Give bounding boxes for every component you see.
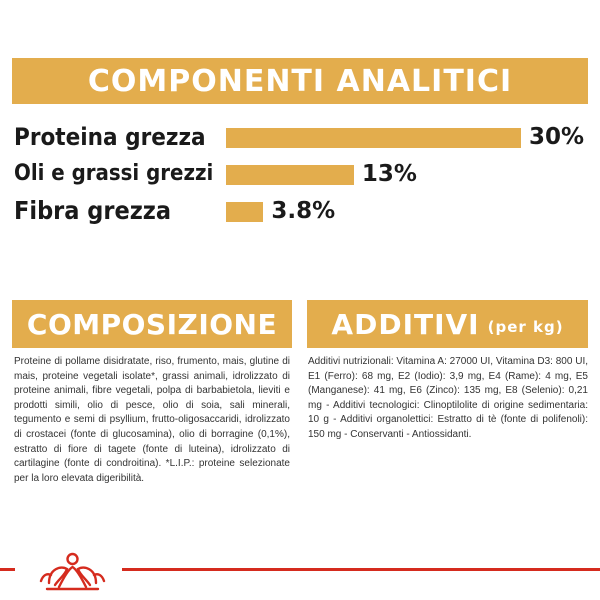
protein-bar: [226, 128, 521, 148]
additives-header: [307, 300, 588, 348]
analytic-row-fat: [14, 157, 594, 191]
analytic-row-fibre: [14, 194, 594, 228]
additives-title: ADDITIVI: [331, 307, 480, 341]
additives-text: Additivi nutrizionali: Vitamina A: 27000 UI, Vitamina D3: 800 UI, E1 (Ferro): 68 mg, E2 (Iodio): 3,9 mg, E4 (Rame): 4 mg, E5 (Manganese): 41 mg, E6 (Zinco): 135 mg, E8 (Selenio): 0,21 mg - Additivi tecnologici: Clinoptilolite di origine sedimentaria: 10 g - Additivi organolettici: Estratto di tè (fonte di polifenoli): 150 mg - Conservanti - Antiossidanti.: [308, 356, 588, 440]
additives-unit: (per kg): [487, 318, 564, 336]
composition-text: Proteine di pollame disidratate, riso, frumento, mais, glutine di mais, proteine vegetali isolate*, grassi animali, idrolizzato di proteine animali, fibre vegetali, polpa di barbabietola, lieviti e prodotti simili, olio di pesce, olio di soia, sali minerali, tegumento e semi di psyllium, frutto-oligosaccaridi, idrolizzato di crostacei (fonte di glucosamina), olio di borragine (0,1%), estratto di fiore di tagete (fonte di luteina), idrolizzato di cartilagine (fonte di condroitina). *L.I.P.: proteine selezionate per la loro elevata digeribilità.: [14, 356, 290, 484]
composition-title: COMPOSIZIONE: [26, 307, 278, 341]
fat-value: 13%: [361, 161, 417, 187]
footer-red-line-left: [0, 568, 15, 571]
composition-header: [12, 300, 292, 348]
footer-red-line-right: [122, 568, 600, 571]
analytic-row-protein: [14, 120, 594, 154]
protein-label: Proteina grezza: [14, 123, 206, 151]
fibre-label: Fibra grezza: [14, 196, 172, 225]
analytic-components-header: [12, 58, 588, 104]
fat-bar: [226, 165, 354, 185]
analytic-components-title: COMPONENTI ANALITICI: [87, 63, 513, 99]
protein-value: 30%: [529, 124, 585, 150]
fibre-value: 3.8%: [271, 198, 336, 224]
royal-canin-crown-icon: [35, 545, 110, 593]
fibre-bar: [226, 202, 263, 222]
fat-label: Oli e grassi grezzi: [14, 161, 214, 186]
